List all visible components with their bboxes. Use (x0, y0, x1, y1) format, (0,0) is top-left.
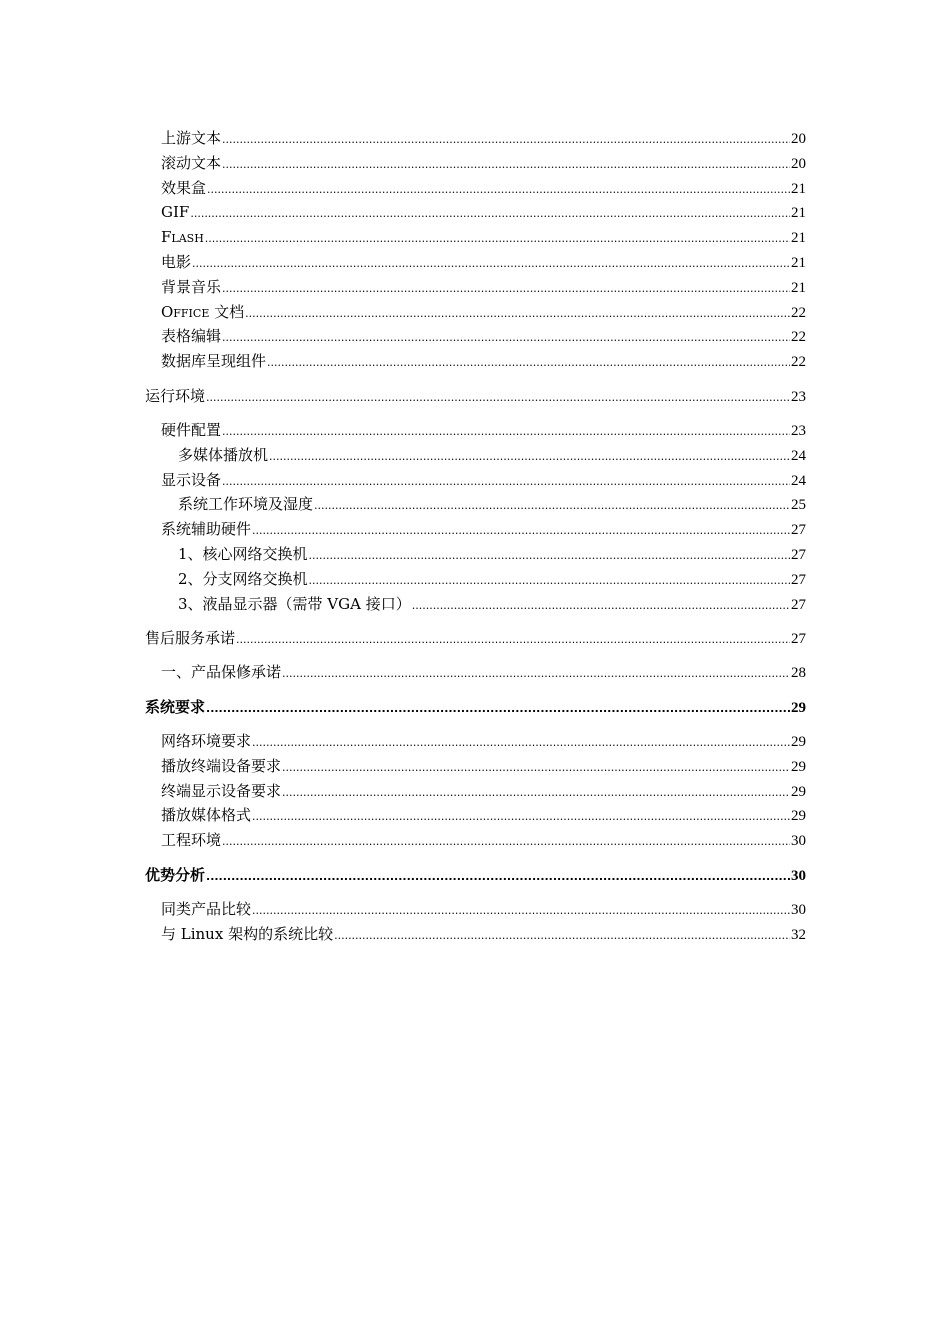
toc-entry[interactable] (145, 828, 806, 853)
toc-page-number: 22 (791, 354, 806, 371)
toc-entry-label: 运行环境 (145, 386, 206, 405)
toc-page-number: 21 (791, 205, 806, 222)
toc-leader-dots (222, 126, 790, 153)
toc-entry[interactable] (145, 803, 806, 828)
toc-leader-dots (206, 695, 790, 722)
toc-entry-label: 滚动文本 (161, 153, 222, 172)
toc-label-text: 与 Linux 架构的系统比较 (161, 924, 334, 943)
toc-entry-label: Flash (161, 228, 204, 247)
toc-entry-label: 一、产品保修承诺 (161, 663, 282, 682)
toc-page-number: 21 (791, 279, 806, 296)
toc-entry-label: 显示设备 (161, 470, 222, 489)
toc-leader-dots (412, 592, 790, 619)
toc-entry[interactable] (145, 517, 806, 542)
toc-page-number: 27 (791, 571, 806, 588)
toc-entry-label: 工程环境 (161, 831, 222, 850)
toc-entry-label: 播放媒体格式 (161, 806, 252, 825)
toc-entry-label: 终端显示设备要求 (161, 781, 282, 800)
toc-page-number: 21 (791, 254, 806, 271)
toc-entry[interactable] (145, 922, 806, 947)
toc-entry-label (161, 922, 333, 947)
toc-page-number: 25 (791, 497, 806, 514)
toc-leader-dots (282, 660, 790, 687)
toc-page-number: 29 (791, 783, 806, 800)
toc-leader-dots (252, 729, 790, 756)
toc-leader-dots (206, 863, 790, 890)
toc-entry[interactable] (145, 200, 806, 225)
toc-leader-dots (309, 542, 790, 569)
toc-page-number: 30 (791, 902, 806, 919)
toc-entry-label: 系统要求 (145, 697, 206, 716)
toc-entry-label: 网络环境要求 (161, 732, 252, 751)
toc-entry[interactable] (145, 176, 806, 201)
toc-entry-label: GIF (161, 203, 190, 222)
toc-entry[interactable] (145, 729, 806, 754)
toc-page-number: 21 (791, 180, 806, 197)
toc-leader-dots (252, 517, 790, 544)
toc-entry-label: 系统辅助硬件 (161, 520, 252, 539)
toc-entry-label: 效果盒 (161, 178, 207, 197)
toc-leader-dots (252, 897, 790, 924)
toc-entry[interactable] (145, 418, 806, 443)
toc-subentry[interactable] (145, 542, 806, 567)
toc-page-number: 30 (791, 867, 806, 884)
toc-section-entry[interactable] (145, 626, 806, 651)
toc-entry[interactable] (145, 300, 806, 325)
toc-entry[interactable] (145, 779, 806, 804)
toc-section-entry[interactable] (145, 384, 806, 409)
toc-subentry[interactable] (145, 443, 806, 468)
toc-page-number: 20 (791, 131, 806, 147)
toc-page-number: 27 (791, 630, 806, 647)
toc-page-number: 27 (791, 546, 806, 563)
table-of-contents (145, 126, 806, 947)
toc-entry-label: Office 文档 (161, 302, 245, 321)
toc-entry-label: 优势分析 (145, 865, 206, 884)
toc-leader-dots (207, 176, 790, 203)
toc-section-entry[interactable] (145, 863, 806, 888)
toc-page-number: 24 (791, 472, 806, 489)
toc-page-number: 21 (791, 230, 806, 247)
toc-entry[interactable] (145, 897, 806, 922)
toc-leader-dots (192, 250, 790, 277)
toc-leader-dots (222, 418, 790, 445)
toc-entry-label: 售后服务承诺 (145, 628, 236, 647)
toc-entry[interactable] (145, 660, 806, 685)
toc-leader-dots (236, 626, 790, 653)
toc-entry-label: 背景音乐 (161, 277, 222, 296)
toc-section-entry[interactable] (145, 695, 806, 720)
toc-page-number: 27 (791, 522, 806, 539)
toc-leader-dots (206, 384, 790, 411)
toc-leader-dots (309, 567, 790, 594)
toc-leader-dots (269, 443, 790, 470)
toc-page-number: 28 (791, 665, 806, 682)
toc-leader-dots (282, 779, 790, 806)
toc-page-number: 22 (791, 304, 806, 321)
toc-entry[interactable] (145, 225, 806, 250)
toc-entry-label: 数据库呈现组件 (161, 352, 267, 371)
toc-page-number: 29 (791, 734, 806, 751)
toc-subentry[interactable] (145, 567, 806, 592)
toc-leader-dots (334, 922, 790, 949)
toc-entry-label: 电影 (161, 252, 192, 271)
toc-page-number: 23 (791, 388, 806, 405)
toc-leader-dots (190, 200, 790, 227)
toc-leader-dots (267, 349, 790, 376)
toc-page-number: 20 (791, 155, 806, 172)
toc-entry-label: 硬件配置 (161, 420, 222, 439)
toc-leader-dots (245, 300, 790, 327)
toc-subentry[interactable] (145, 592, 806, 617)
toc-leader-dots (222, 468, 790, 495)
toc-page-number: 29 (791, 808, 806, 825)
toc-leader-dots (222, 275, 790, 302)
toc-page-number: 22 (791, 329, 806, 346)
toc-entry[interactable] (145, 250, 806, 275)
toc-leader-dots (282, 754, 790, 781)
toc-entry[interactable] (145, 468, 806, 493)
toc-entry[interactable] (145, 349, 806, 374)
toc-entry-label: 系统工作环境及湿度 (178, 495, 314, 514)
toc-leader-dots (205, 225, 790, 252)
toc-leader-dots (222, 324, 790, 351)
toc-entry-label: 同类产品比较 (161, 900, 252, 919)
toc-page-number: 29 (791, 699, 806, 716)
toc-entry[interactable] (145, 126, 806, 151)
toc-entry[interactable] (145, 754, 806, 779)
toc-leader-dots (314, 492, 790, 519)
toc-entry[interactable] (145, 275, 806, 300)
toc-entry-label: 1、核心网络交换机 (178, 544, 308, 563)
toc-entry[interactable] (145, 324, 806, 349)
toc-page-number: 32 (791, 926, 806, 943)
toc-entry[interactable] (145, 151, 806, 176)
toc-entry-label: 播放终端设备要求 (161, 756, 282, 775)
toc-entry-label: 多媒体播放机 (178, 445, 269, 464)
toc-subentry[interactable] (145, 492, 806, 517)
toc-page-number: 27 (791, 596, 806, 613)
toc-page-number: 30 (791, 833, 806, 850)
toc-leader-dots (252, 803, 790, 830)
toc-entry-label: 3、液晶显示器（需带 VGA 接口） (178, 594, 411, 613)
toc-page-number: 24 (791, 447, 806, 464)
toc-leader-dots (222, 151, 790, 178)
toc-leader-dots (222, 828, 790, 855)
toc-entry-label: 表格编辑 (161, 327, 222, 346)
toc-page-number: 23 (791, 422, 806, 439)
toc-entry-label: 上游文本 (161, 129, 222, 147)
toc-page-number: 29 (791, 758, 806, 775)
toc-entry-label: 2、分支网络交换机 (178, 569, 308, 588)
